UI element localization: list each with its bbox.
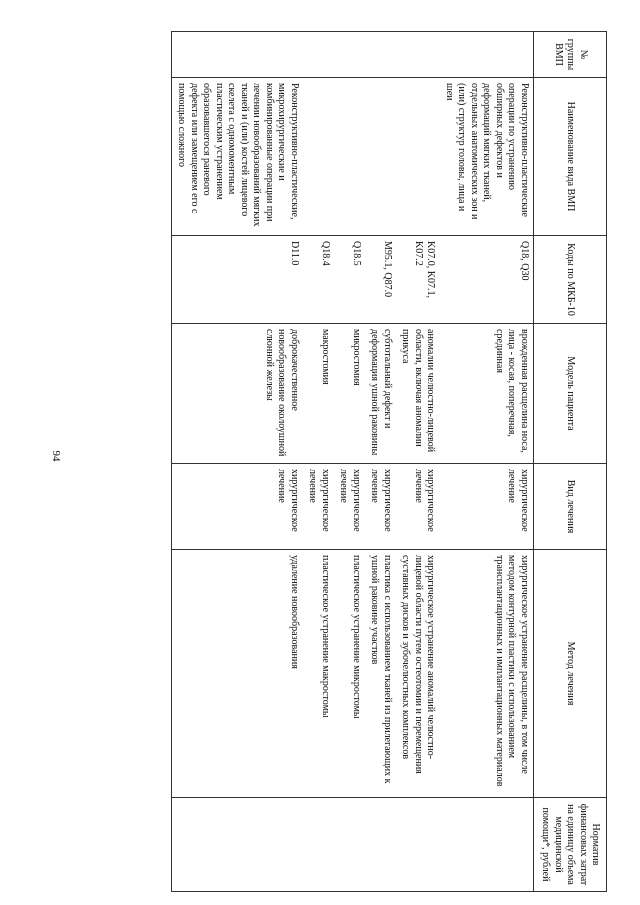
cell-vmp-name — [365, 78, 396, 236]
table-header-row — [534, 32, 607, 892]
cell-treatment-type: хирургическое лечение — [172, 464, 304, 550]
cell-group — [172, 32, 304, 78]
header-treatment-type: Вид лечения — [534, 464, 607, 550]
cell-group — [303, 32, 334, 78]
table-row — [172, 32, 304, 892]
cell-vmp-name: Реконструктивно-пластические операции по устранению обширных дефектов и деформаций мягких тканей, отдельных анатомических зон и (или) структур головы, лица и шеи — [440, 78, 534, 236]
header-vmp-name: Наименование вида ВМП — [534, 78, 607, 236]
table-row — [303, 32, 334, 892]
cell-icd-codes: D11.0 — [172, 236, 304, 324]
cell-treatment-method: пластика с использованием тканей из прилегающих к ушной раковине участков — [365, 550, 396, 798]
cell-treatment-type: хирургическое лечение — [365, 464, 396, 550]
cell-cost-norm — [303, 798, 334, 892]
cell-vmp-name — [396, 78, 440, 236]
cell-treatment-type: хирургическое лечение — [396, 464, 440, 550]
cell-vmp-name: Реконструктивно-пластические, микрохирургические и комбинированные операции при лечении новообразований мягких тканей и (или) костей лицевого скелета с одномоментным пластическим устранением образовавшегося раневого дефекта или замещением его с помощью сложного — [172, 78, 304, 236]
cell-cost-norm — [334, 798, 365, 892]
cell-patient-model: врожденная расщелина носа, лица - косая, поперечная, срединная — [440, 324, 534, 464]
cell-patient-model: аномалии челюстно-лицевой области, включая аномалии прикуса — [396, 324, 440, 464]
header-cost-norm: Норматив финансовых затрат на единицу объема медицинской помощи*, рублей — [534, 798, 607, 892]
cell-patient-model: микростомия — [334, 324, 365, 464]
cell-cost-norm — [440, 798, 534, 892]
cell-treatment-type: хирургическое лечение — [440, 464, 534, 550]
cell-group — [334, 32, 365, 78]
cell-treatment-method: хирургическое устранение расщелины, в том числе методом контурной пластики с использованием трансплантационных и имплантационных материалов — [440, 550, 534, 798]
cell-patient-model: доброкачественное новообразование околоушной слюнной железы — [172, 324, 304, 464]
table-row — [440, 32, 534, 892]
cell-icd-codes: Q18.5 — [334, 236, 365, 324]
table-row — [396, 32, 440, 892]
table-row — [334, 32, 365, 892]
cell-treatment-type: хирургическое лечение — [334, 464, 365, 550]
header-treatment-method: Метод лечения — [534, 550, 607, 798]
cell-cost-norm — [172, 798, 304, 892]
cell-treatment-method: удаление новообразования — [172, 550, 304, 798]
cell-cost-norm — [365, 798, 396, 892]
cell-group — [365, 32, 396, 78]
vmp-table — [171, 31, 607, 892]
header-patient-model: Модель пациента — [534, 324, 607, 464]
cell-patient-model: субтотальный дефект и деформация ушной раковины — [365, 324, 396, 464]
page-number: 94 — [50, 450, 62, 462]
cell-icd-codes: Q18.4 — [303, 236, 334, 324]
cell-icd-codes: K07.0, K07.1, K07.2 — [396, 236, 440, 324]
cell-treatment-method: хирургическое устранение аномалий челюстно-лицевой области путем остеотомии и перемещения суставных дисков и зубочелюстных комплексов — [396, 550, 440, 798]
table-row — [365, 32, 396, 892]
cell-vmp-name — [303, 78, 334, 236]
cell-group — [440, 32, 534, 78]
cell-treatment-type: хирургическое лечение — [303, 464, 334, 550]
cell-patient-model: макростомия — [303, 324, 334, 464]
cell-treatment-method: пластическое устранение макростомы — [303, 550, 334, 798]
cell-group — [396, 32, 440, 78]
header-group-number: № группы ВМП — [534, 32, 607, 78]
cell-icd-codes: M95.1, Q87.0 — [365, 236, 396, 324]
cell-treatment-method: пластическое устранение микростомы — [334, 550, 365, 798]
header-icd-codes: Коды по МКБ-10 — [534, 236, 607, 324]
cell-cost-norm — [396, 798, 440, 892]
cell-icd-codes: Q18, Q30 — [440, 236, 534, 324]
cell-vmp-name — [334, 78, 365, 236]
rotated-table-container — [87, 31, 607, 891]
